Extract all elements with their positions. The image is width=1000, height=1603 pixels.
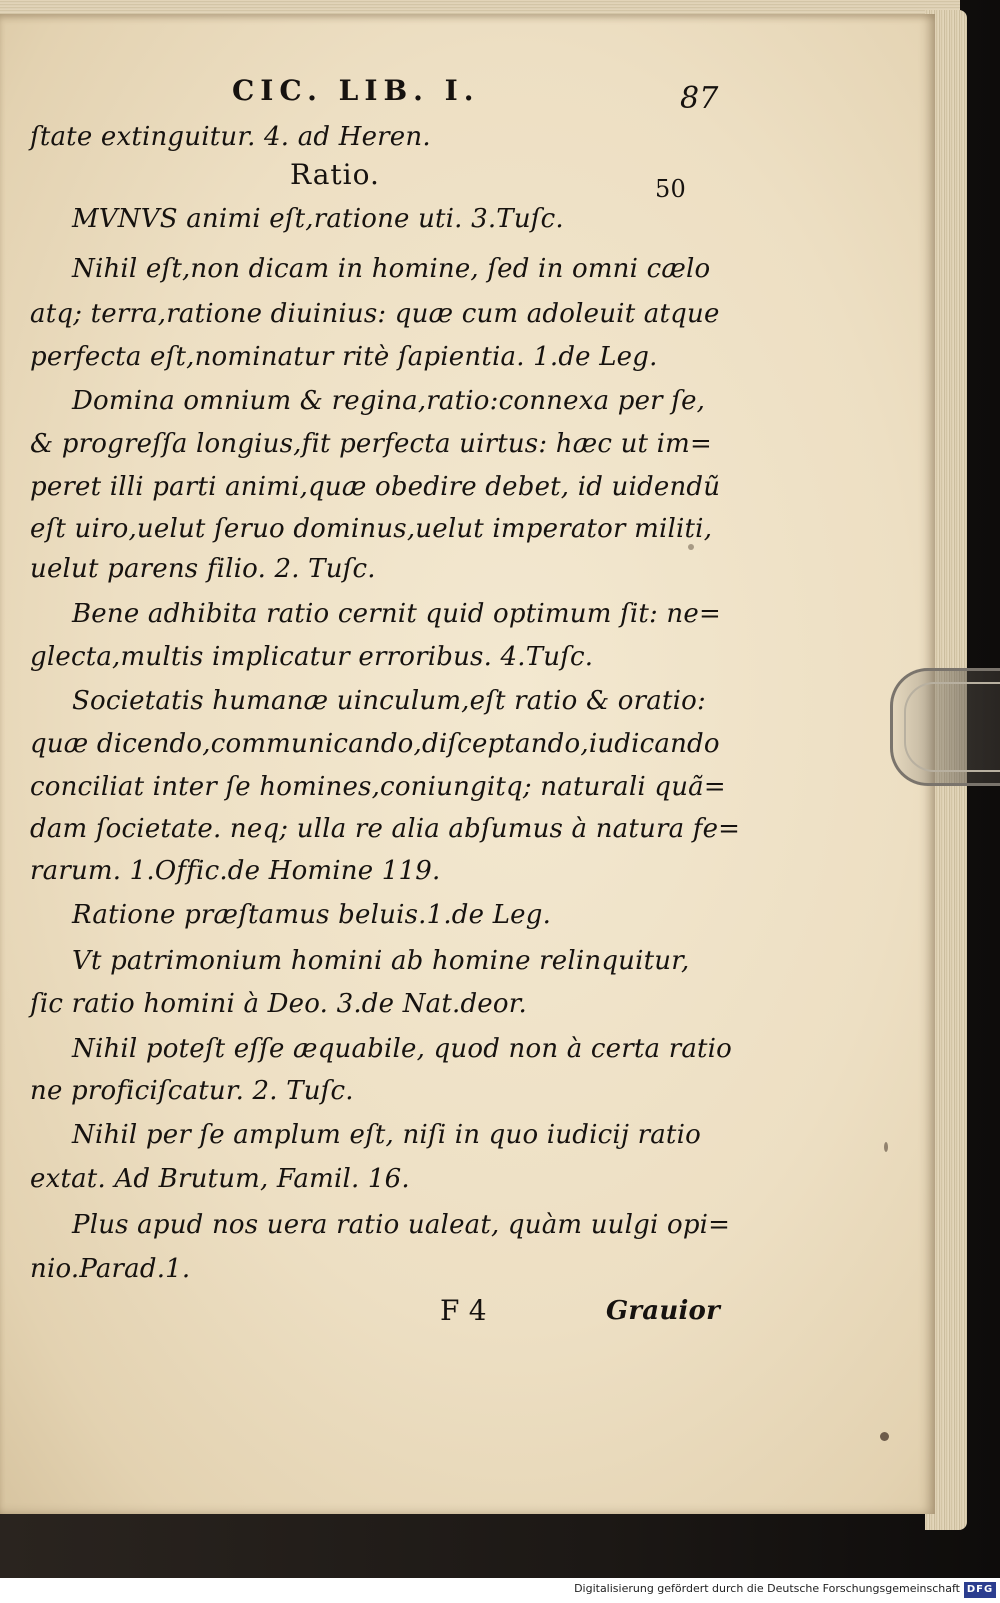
text-line: Nihil eſt,non dicam in homine, ſed in omni cælo: [72, 254, 711, 284]
catchword: Grauior: [606, 1296, 720, 1326]
text-line: eſt uiro,uelut ſeruo dominus,uelut imperator militi,: [30, 514, 713, 544]
text-line: quæ dicendo,communicando,diſceptando,iudicando: [30, 729, 720, 759]
text-line: nio.Parad.1.: [30, 1254, 191, 1284]
text-line: atq; terra,ratione diuinius: quæ cum adoleuit atque: [30, 299, 720, 329]
signature-mark: F 4: [440, 1294, 487, 1327]
ink-speck: [884, 1142, 888, 1152]
text-line: Nihil per ſe amplum eſt, niſi in quo iudicij ratio: [72, 1120, 701, 1150]
book-page: [0, 14, 935, 1514]
text-line: dam ſocietate. neq; ulla re alia abſumus à natura fe=: [30, 814, 741, 844]
folio-number: 87: [680, 81, 719, 116]
text-line: Plus apud nos uera ratio ualeat, quàm uulgi opi=: [72, 1210, 731, 1240]
text-line: uelut parens filio. 2. Tuſc.: [30, 554, 376, 584]
text-line: glecta,multis implicatur erroribus. 4.Tuſc.: [30, 642, 594, 672]
attribution-footer: [0, 1578, 1000, 1603]
ink-speck: [688, 544, 694, 550]
text-line: MVNVS animi eſt,ratione uti. 3.Tuſc.: [72, 204, 564, 234]
text-line: Ratione præſtamus beluis.1.de Leg.: [72, 900, 552, 930]
dfg-logo: DFG: [964, 1582, 996, 1598]
text-line: peret illi parti animi,quæ obedire debet, id uidendũ: [30, 472, 721, 502]
marginal-number: 50: [655, 175, 686, 203]
text-line: ſtate extinguitur. 4. ad Heren.: [30, 122, 431, 152]
text-line: & progreſſa longius,fit perfecta uirtus: hæc ut im=: [30, 429, 712, 459]
text-line: Bene adhibita ratio cernit quid optimum ſit: ne=: [72, 599, 721, 629]
text-line: ne proficiſcatur. 2. Tuſc.: [30, 1076, 354, 1106]
text-line: Domina omnium & regina,ratio:connexa per ſe,: [72, 386, 706, 416]
text-line: perfecta eſt,nominatur ritè ſapientia. 1.de Leg.: [30, 342, 658, 372]
text-line: conciliat inter ſe homines,coniungitq; naturali quã=: [30, 772, 726, 802]
ink-speck: [880, 1432, 889, 1441]
text-line: rarum. 1.Offic.de Homine 119.: [30, 856, 441, 886]
text-line: ſic ratio homini à Deo. 3.de Nat.deor.: [30, 989, 527, 1019]
page-clip-inner: [904, 682, 1000, 772]
text-line: Nihil poteſt eſſe æquabile, quod non à certa ratio: [72, 1034, 733, 1064]
section-title: Ratio.: [290, 158, 380, 191]
text-line: extat. Ad Brutum, Famil. 16.: [30, 1164, 410, 1194]
text-line: Vt patrimonium homini ab homine relinquitur,: [72, 946, 690, 976]
running-head: CIC. LIB. I.: [232, 74, 480, 107]
text-line: Societatis humanæ uinculum,eſt ratio & oratio:: [72, 686, 706, 716]
footer-credit: Digitalisierung gefördert durch die Deutsche Forschungsgemeinschaft: [574, 1582, 960, 1595]
